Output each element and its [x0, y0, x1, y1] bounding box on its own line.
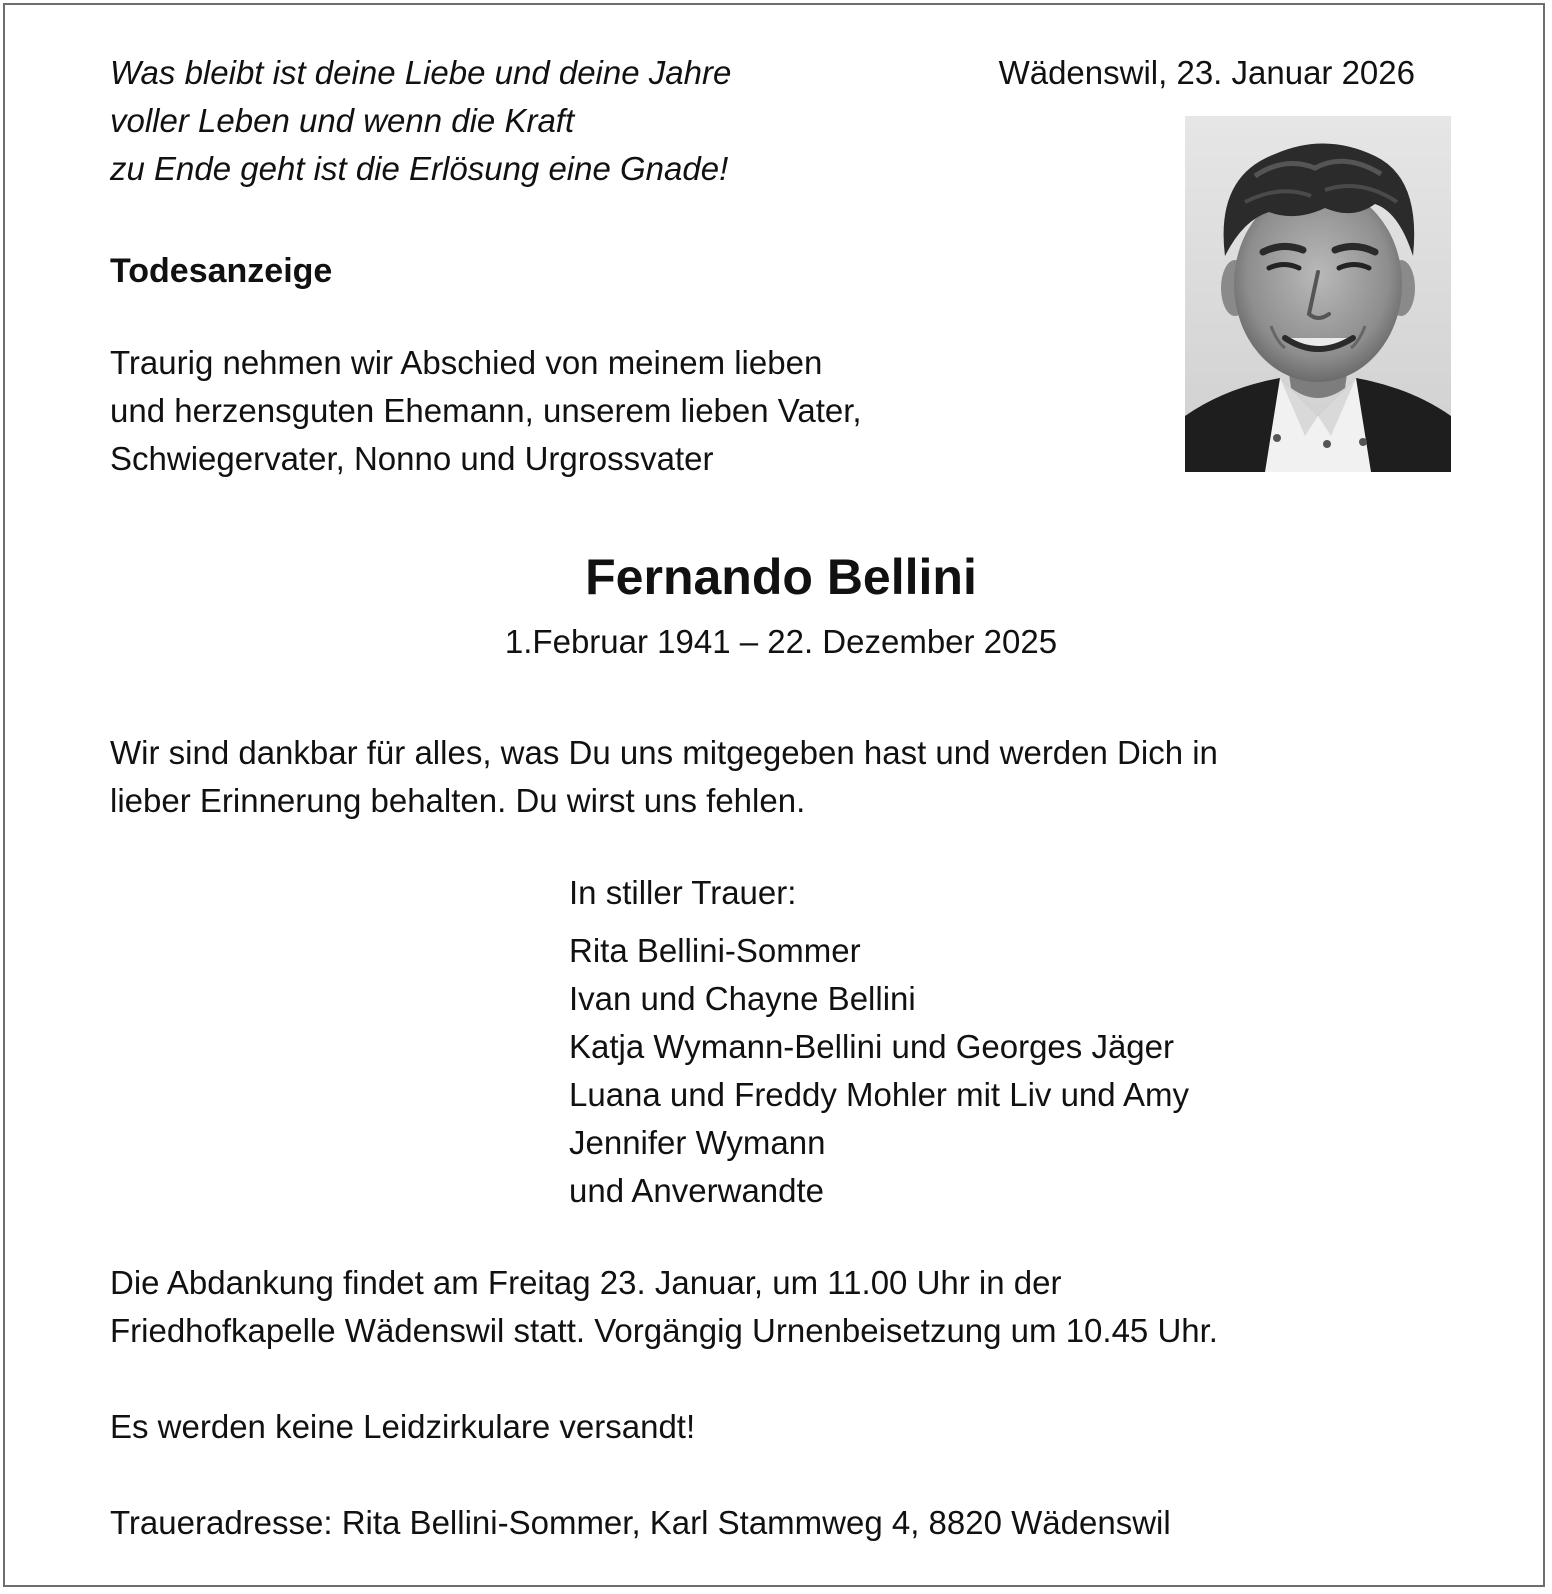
mourner-name: Jennifer Wymann: [569, 1124, 826, 1161]
mourners-label: In stiller Trauer:: [569, 874, 797, 911]
obituary-frame: [3, 3, 1545, 1587]
motto-verse: [110, 49, 910, 193]
intro-line: und herzensguten Ehemann, unserem lieben Vater,: [110, 392, 862, 429]
deceased-name: Fernando Bellini: [585, 549, 977, 605]
mourner-name: Ivan und Chayne Bellini: [569, 980, 916, 1017]
mourner-name: Luana und Freddy Mohler mit Liv und Amy: [569, 1076, 1189, 1113]
place-date: Wädenswil, 23. Januar 2026: [998, 54, 1415, 91]
mourner-name: und Anverwandte: [569, 1172, 825, 1209]
motto-line: Was bleibt ist deine Liebe und deine Jahre: [110, 54, 732, 91]
mourner-name: Rita Bellini-Sommer: [569, 932, 861, 969]
portrait-photo: [1185, 116, 1451, 472]
motto-line: zu Ende geht ist die Erlösung eine Gnade!: [110, 150, 729, 187]
service-line: Die Abdankung findet am Freitag 23. Januar, um 11.00 Uhr in der: [110, 1264, 1062, 1301]
mourning-address: Traueradresse: Rita Bellini-Sommer, Karl Stammweg 4, 8820 Wädenswil: [110, 1504, 1171, 1541]
intro-paragraph: [110, 339, 1110, 483]
mourners-list: [569, 869, 1469, 1215]
circular-notice: Es werden keine Leidzirkulare versandt!: [110, 1408, 696, 1445]
intro-line: Schwiegervater, Nonno und Urgrossvater: [110, 440, 714, 477]
service-paragraph: [110, 1259, 1470, 1355]
gratitude-line: Wir sind dankbar für alles, was Du uns mitgegeben hast und werden Dich in: [110, 734, 1218, 771]
life-dates: 1.Februar 1941 – 22. Dezember 2025: [504, 623, 1058, 660]
service-line: Friedhofkapelle Wädenswil statt. Vorgängig Urnenbeisetzung um 10.45 Uhr.: [110, 1312, 1218, 1349]
gratitude-paragraph: [110, 729, 1470, 825]
motto-line: voller Leben und wenn die Kraft: [110, 102, 575, 139]
intro-line: Traurig nehmen wir Abschied von meinem lieben: [110, 344, 823, 381]
mourner-name: Katja Wymann-Bellini und Georges Jäger: [569, 1028, 1175, 1065]
notice-heading: Todesanzeige: [110, 252, 333, 290]
gratitude-line: lieber Erinnerung behalten. Du wirst uns fehlen.: [110, 782, 806, 819]
